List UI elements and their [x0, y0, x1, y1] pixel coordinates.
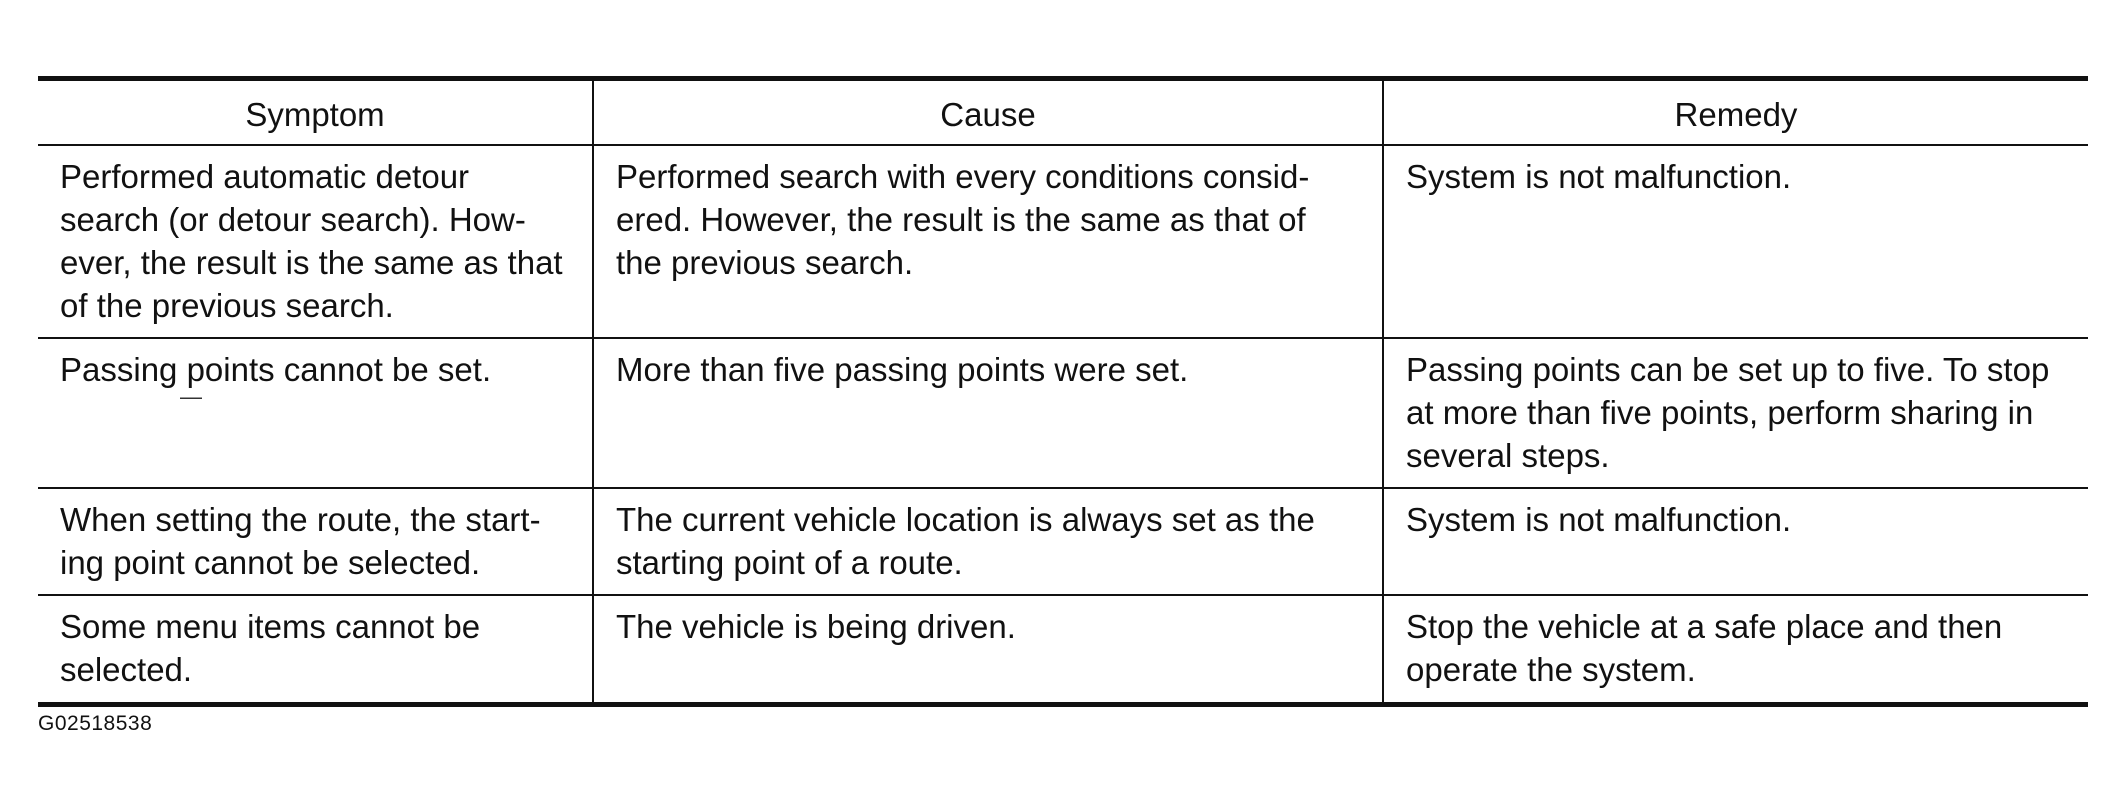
remedy-text: Passing points can be set up to five. To stop at more than five points, perform sharing in several steps.: [1406, 351, 2050, 474]
cause-text: Performed search with every conditions consid- ered. However, the result is the same as that of the previous search.: [616, 158, 1310, 281]
symptom-cell: [38, 595, 593, 705]
remedy-text: System is not malfunction.: [1406, 501, 1792, 538]
cause-text: The vehicle is being driven.: [616, 608, 1016, 645]
symptom-text: Passing points cannot be set.: [60, 351, 492, 388]
cause-cell: [593, 595, 1383, 705]
table-row: [38, 145, 2088, 338]
cause-text: The current vehicle location is always set as the starting point of a route.: [616, 501, 1315, 581]
troubleshooting-table-container: [38, 76, 2088, 707]
header-row: [38, 79, 2088, 146]
header-remedy: Remedy: [1383, 79, 2088, 146]
symptom-cell: [38, 338, 593, 488]
cause-cell: [593, 488, 1383, 595]
symptom-cell: [38, 145, 593, 338]
remedy-text: Stop the vehicle at a safe place and then operate the system.: [1406, 608, 2003, 688]
table-header: [38, 79, 2088, 146]
table-row: [38, 595, 2088, 705]
troubleshooting-table: [38, 76, 2088, 707]
header-cause: Cause: [593, 79, 1383, 146]
symptom-cell: [38, 488, 593, 595]
dash-mark: —: [180, 384, 202, 409]
cause-text: More than five passing points were set.: [616, 351, 1189, 388]
cause-cell: [593, 145, 1383, 338]
table-body: [38, 145, 2088, 705]
table-row: [38, 338, 2088, 488]
remedy-cell: [1383, 595, 2088, 705]
symptom-text: Some menu items cannot be selected.: [60, 608, 481, 688]
header-symptom: Symptom: [38, 79, 593, 146]
cause-cell: [593, 338, 1383, 488]
remedy-text: System is not malfunction.: [1406, 158, 1792, 195]
symptom-text: When setting the route, the start- ing point cannot be selected.: [60, 501, 541, 581]
remedy-cell: [1383, 338, 2088, 488]
table-row: [38, 488, 2088, 595]
remedy-cell: [1383, 145, 2088, 338]
symptom-text: Performed automatic detour search (or detour search). How- ever, the result is the same as that of the previous search.: [60, 158, 563, 324]
figure-id: G02518538: [38, 712, 153, 735]
remedy-cell: [1383, 488, 2088, 595]
